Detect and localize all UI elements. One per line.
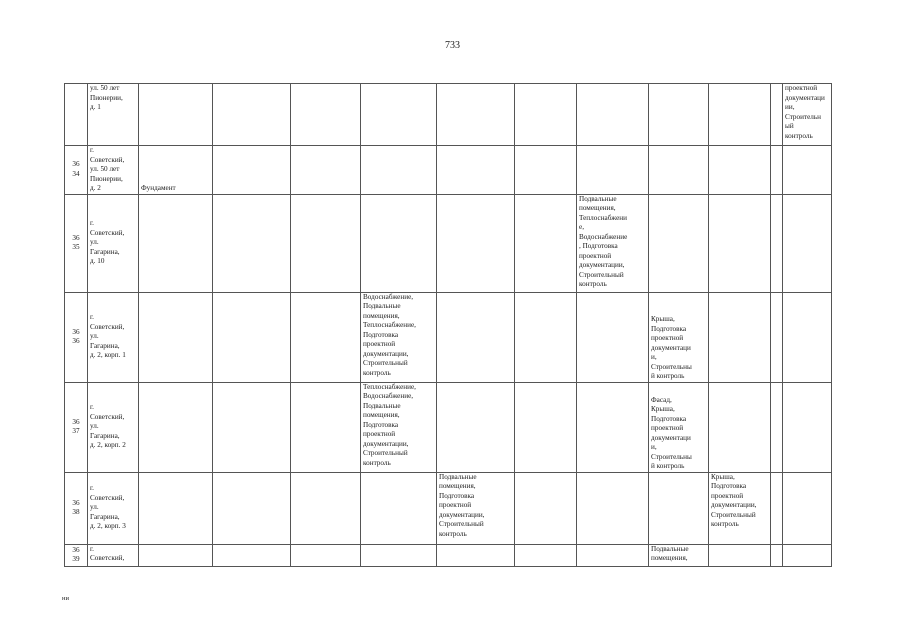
work-type-cell	[437, 292, 515, 382]
work-type-cell	[437, 146, 515, 195]
cell-text-line: 36	[72, 327, 80, 336]
cell-text-line: документаци	[651, 343, 691, 352]
cell-text-line: Советский,	[90, 412, 125, 421]
cell-text-line: 37	[72, 427, 80, 435]
address-cell	[88, 544, 139, 566]
work-type-cell	[361, 472, 437, 544]
work-type-cell	[649, 194, 709, 292]
work-type-cell	[213, 84, 291, 146]
work-type-cell	[783, 84, 832, 146]
work-type-cell	[783, 472, 832, 544]
cell-text-line: Советский,	[90, 493, 125, 502]
cell-text-line: г.	[90, 484, 94, 493]
cell-text-line: Водоснабжение,	[363, 292, 414, 301]
cell-text-line: , Подготовка	[579, 242, 618, 250]
cell-text-line: помещения,	[363, 311, 400, 320]
cell-text-line: контроль	[785, 131, 813, 140]
work-type-cell	[709, 382, 771, 472]
work-type-cell	[771, 382, 783, 472]
work-type-cell	[649, 146, 709, 195]
work-type-cell	[515, 382, 577, 472]
table-row	[65, 84, 832, 146]
repair-schedule-table	[64, 83, 832, 567]
address-cell	[88, 194, 139, 292]
work-type-cell	[139, 146, 213, 195]
cell-text-line: 35	[72, 243, 80, 251]
cell-text-line: Подготовка	[363, 420, 399, 429]
work-type-cell	[709, 194, 771, 292]
work-type-cell	[291, 292, 361, 382]
cell-text-line: г.	[90, 403, 94, 412]
work-type-cell	[649, 544, 709, 566]
work-type-cell	[577, 146, 649, 195]
cell-text-line: ул.	[90, 332, 99, 341]
cell-text-line: Строительный	[363, 449, 408, 457]
work-type-cell	[139, 472, 213, 544]
cell-text-line: Пионерии,	[90, 174, 123, 183]
cell-text-line: Строительн	[785, 112, 822, 121]
cell-text-line: Строительный	[579, 270, 624, 279]
cell-text-line: д. 2, корп. 1	[90, 351, 126, 360]
cell-text-line: й контроль	[651, 372, 685, 380]
cell-text-line: документации,	[711, 501, 757, 509]
work-type-cell	[783, 382, 832, 472]
table-row	[65, 472, 832, 544]
work-type-cell	[213, 382, 291, 472]
cell-text-line: Гагарина,	[90, 431, 120, 440]
work-type-cell	[139, 84, 213, 146]
cell-text-line: г.	[90, 544, 94, 553]
work-type-cell	[291, 472, 361, 544]
work-type-cell	[709, 84, 771, 146]
cell-text-line: контроль	[439, 529, 467, 538]
cell-text-line: контроль	[711, 520, 739, 528]
row-number-cell	[65, 382, 88, 472]
cell-text-line: е,	[579, 223, 584, 231]
cell-text-line: Фасад,	[651, 395, 672, 404]
cell-text-line: Пионерии,	[90, 93, 123, 102]
work-type-cell	[213, 544, 291, 566]
cell-text-line: Подвальные	[651, 544, 689, 553]
cell-text-line: документации,	[439, 510, 485, 519]
address-cell	[88, 84, 139, 146]
work-type-cell	[577, 292, 649, 382]
work-type-cell	[213, 194, 291, 292]
work-type-cell	[709, 472, 771, 544]
cell-text-line: Гагарина,	[90, 247, 120, 256]
work-type-cell	[437, 472, 515, 544]
cell-text-line: г.	[90, 146, 94, 154]
cell-text-line: ул.	[90, 503, 99, 512]
cell-text-line: Теплоснабжение,	[363, 382, 416, 391]
cell-text-line: документации,	[579, 261, 625, 269]
work-type-cell	[709, 544, 771, 566]
work-type-cell	[577, 472, 649, 544]
table-row	[65, 292, 832, 382]
cell-text-line: г.	[90, 313, 94, 322]
work-type-cell	[139, 194, 213, 292]
work-type-cell	[649, 382, 709, 472]
address-cell	[88, 382, 139, 472]
cell-text-line: Подвальные	[439, 472, 477, 481]
work-type-cell	[361, 146, 437, 195]
cell-text-line: д. 2, корп. 2	[90, 441, 126, 450]
cell-text-line: 36	[72, 498, 80, 507]
cell-text-line: документаци	[651, 433, 691, 442]
cell-text-line: контроль	[363, 368, 391, 377]
cell-text-line: Строительный	[711, 510, 756, 519]
cell-text-line: Строительный	[439, 520, 484, 528]
cell-text-line: документации,	[363, 439, 409, 448]
cell-text-line: Советский,	[90, 228, 125, 237]
work-type-cell	[577, 194, 649, 292]
address-cell	[88, 146, 139, 195]
work-type-cell	[515, 146, 577, 195]
work-type-cell	[291, 146, 361, 195]
cell-text-line: й контроль	[651, 462, 685, 470]
work-type-cell	[361, 292, 437, 382]
cell-text-line: д. 1	[90, 103, 101, 111]
cell-text-line: 36	[72, 233, 80, 242]
cell-text-line: Подготовка	[363, 330, 399, 339]
work-type-cell	[649, 84, 709, 146]
work-type-cell	[361, 544, 437, 566]
cell-text-line: ул. 50 лет	[90, 84, 120, 92]
cell-text-line: Подвальные	[363, 302, 401, 310]
address-cell	[88, 292, 139, 382]
row-number-cell	[65, 472, 88, 544]
cell-text-line: помещения,	[363, 411, 400, 419]
work-type-cell	[783, 146, 832, 195]
work-type-cell	[709, 292, 771, 382]
cell-text-line: Строительны	[651, 452, 692, 461]
work-type-cell	[515, 194, 577, 292]
work-type-cell	[361, 194, 437, 292]
row-number-cell	[65, 84, 88, 146]
cell-text-line: д. 2	[90, 184, 101, 192]
cell-text-line: и,	[651, 353, 657, 361]
work-type-cell	[783, 292, 832, 382]
work-type-cell	[783, 544, 832, 566]
work-type-cell	[515, 472, 577, 544]
work-type-cell	[291, 84, 361, 146]
work-type-cell	[437, 84, 515, 146]
work-type-cell	[291, 544, 361, 566]
cell-text-line: Подготовка	[711, 482, 747, 490]
cell-text-line: помещения,	[439, 482, 476, 490]
address-cell	[88, 472, 139, 544]
footer-text: ни	[62, 595, 69, 602]
row-number-cell	[65, 146, 88, 195]
cell-text-line: проектной	[439, 501, 472, 509]
table-row	[65, 146, 832, 195]
work-type-cell	[361, 84, 437, 146]
work-type-cell	[649, 292, 709, 382]
work-type-cell	[437, 194, 515, 292]
cell-text-line: д. 2, корп. 3	[90, 522, 126, 531]
work-type-cell	[771, 146, 783, 195]
cell-text-line: документации,	[363, 349, 409, 358]
cell-text-line: д. 10	[90, 257, 105, 266]
cell-text-line: Подвальные	[579, 194, 617, 203]
cell-text-line: контроль	[579, 280, 607, 288]
cell-text-line: Гагарина,	[90, 512, 120, 521]
row-number-cell	[65, 292, 88, 382]
work-type-cell	[577, 382, 649, 472]
cell-text-line: Строительный	[363, 359, 408, 367]
cell-text-line: ул.	[90, 422, 99, 431]
cell-text-line: Строительны	[651, 362, 692, 371]
work-type-cell	[771, 472, 783, 544]
row-number-cell	[65, 194, 88, 292]
cell-text-line: Крыша,	[651, 405, 675, 413]
cell-text-line: проектной	[711, 491, 744, 500]
cell-text-line: проектной	[363, 340, 396, 348]
cell-text-line: 39	[72, 555, 80, 563]
cell-text-line: ый	[785, 122, 794, 130]
cell-text-line: Фундамент	[141, 184, 176, 192]
cell-text-line: 36	[72, 160, 80, 169]
work-type-cell	[771, 292, 783, 382]
cell-text-line: Подготовка	[651, 414, 687, 423]
table-row	[65, 194, 832, 292]
work-type-cell	[361, 382, 437, 472]
cell-text-line: 36	[72, 337, 80, 345]
cell-text-line: проектной	[651, 424, 684, 432]
cell-text-line: и,	[651, 443, 657, 451]
table-row	[65, 382, 832, 472]
work-type-cell	[139, 292, 213, 382]
cell-text-line: проектной	[579, 251, 612, 260]
cell-text-line: Советский,	[90, 554, 125, 562]
work-type-cell	[783, 194, 832, 292]
page-number: 733	[445, 40, 460, 51]
cell-text-line: Советский,	[90, 155, 125, 164]
cell-text-line: помещения,	[579, 204, 616, 212]
cell-text-line: 34	[72, 169, 80, 178]
cell-text-line: Теплоснабжени	[579, 213, 627, 222]
cell-text-line: ии,	[785, 103, 795, 111]
work-type-cell	[577, 84, 649, 146]
work-type-cell	[515, 292, 577, 382]
work-type-cell	[709, 146, 771, 195]
cell-text-line: Подготовка	[439, 491, 475, 500]
table-row	[65, 544, 832, 566]
cell-text-line: проектной	[651, 334, 684, 342]
cell-text-line: 36	[72, 545, 80, 554]
cell-text-line: проектной	[785, 84, 818, 92]
work-type-cell	[771, 84, 783, 146]
cell-text-line: 36	[72, 417, 80, 426]
row-number-cell	[65, 544, 88, 566]
work-type-cell	[771, 544, 783, 566]
cell-text-line: контроль	[363, 458, 391, 467]
cell-text-line: Советский,	[90, 322, 125, 331]
cell-text-line: 38	[72, 508, 80, 516]
cell-text-line: проектной	[363, 430, 396, 438]
work-type-cell	[291, 382, 361, 472]
cell-text-line: Теплоснабжение,	[363, 321, 416, 329]
work-type-cell	[771, 194, 783, 292]
cell-text-line: Подвальные	[363, 401, 401, 410]
work-type-cell	[577, 544, 649, 566]
cell-text-line: документаци	[785, 93, 825, 102]
cell-text-line: Водоснабжение,	[363, 392, 414, 400]
cell-text-line: Крыша,	[711, 472, 735, 481]
cell-text-line: помещения,	[651, 554, 688, 562]
cell-text-line: Гагарина,	[90, 341, 120, 350]
cell-text-line: г.	[90, 219, 94, 228]
work-type-cell	[139, 382, 213, 472]
work-type-cell	[515, 84, 577, 146]
cell-text-line: Подготовка	[651, 324, 687, 333]
cell-text-line: ул.	[90, 238, 99, 247]
cell-text-line: Крыша,	[651, 315, 675, 323]
work-type-cell	[437, 544, 515, 566]
cell-text-line: ул. 50 лет	[90, 165, 120, 173]
work-type-cell	[649, 472, 709, 544]
work-type-cell	[213, 292, 291, 382]
work-type-cell	[213, 472, 291, 544]
work-type-cell	[291, 194, 361, 292]
work-type-cell	[139, 544, 213, 566]
cell-text-line: Водоснабжение	[579, 232, 628, 241]
work-type-cell	[213, 146, 291, 195]
work-type-cell	[437, 382, 515, 472]
work-type-cell	[515, 544, 577, 566]
